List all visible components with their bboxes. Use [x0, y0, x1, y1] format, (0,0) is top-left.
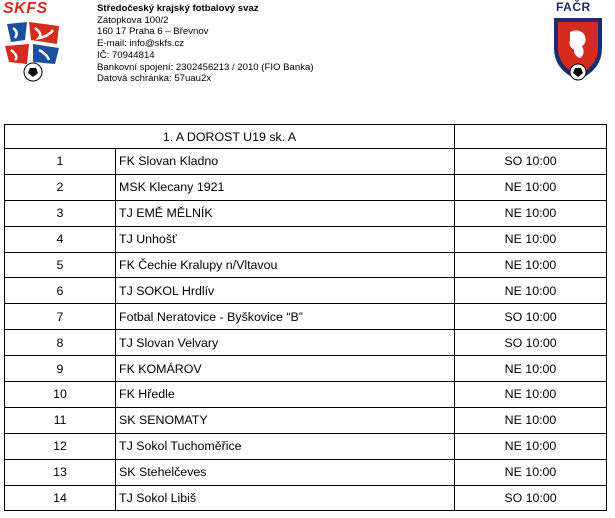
team-number: 11 — [5, 407, 116, 433]
address-street: Zátopkova 100/2 — [97, 14, 169, 26]
team-number: 10 — [5, 382, 116, 408]
organization-info — [97, 3, 314, 85]
match-time: NE 10:00 — [455, 382, 607, 408]
team-number: 4 — [5, 226, 116, 252]
table-row — [5, 149, 607, 175]
table-row — [5, 200, 607, 226]
table-row — [5, 485, 607, 511]
team-number: 6 — [5, 278, 116, 304]
data-box: Datová schránka: 57uau2x — [97, 73, 212, 85]
table-row — [5, 382, 607, 408]
facr-logo-text: FAČR — [556, 0, 591, 14]
match-time: SO 10:00 — [455, 330, 607, 356]
table-row — [5, 304, 607, 330]
team-number: 13 — [5, 459, 116, 485]
team-name: SK SENOMATY — [116, 407, 455, 433]
team-number: 1 — [5, 149, 116, 175]
team-number: 5 — [5, 252, 116, 278]
table-row — [5, 174, 607, 200]
table-row — [5, 407, 607, 433]
team-number: 9 — [5, 356, 116, 382]
team-name: TJ Sokol Tuchoměřice — [116, 433, 455, 459]
team-number: 7 — [5, 304, 116, 330]
facr-logo — [548, 0, 608, 84]
team-name: Fotbal Neratovice - Byškovice “B” — [116, 304, 455, 330]
team-name: FK KOMÁROV — [116, 356, 455, 382]
skfs-logo-text: SKFS — [3, 0, 48, 17]
match-time: NE 10:00 — [455, 356, 607, 382]
table-row — [5, 278, 607, 304]
team-name: TJ Unhošť — [116, 226, 455, 252]
skfs-emblem-icon — [3, 18, 63, 82]
table-row — [5, 459, 607, 485]
team-number: 3 — [5, 200, 116, 226]
team-name: FK Slovan Kladno — [116, 149, 455, 175]
match-time: NE 10:00 — [455, 226, 607, 252]
team-name: TJ Sokol Libiš — [116, 485, 455, 511]
facr-shield-icon — [550, 14, 606, 84]
match-time: NE 10:00 — [455, 174, 607, 200]
team-name: MSK Klecany 1921 — [116, 174, 455, 200]
match-time: SO 10:00 — [455, 485, 607, 511]
team-name: SK Stehelčeves — [116, 459, 455, 485]
team-number: 2 — [5, 174, 116, 200]
email: E-mail: info@skfs.cz — [97, 38, 185, 50]
address-city: 160 17 Praha 6 – Břevnov — [97, 26, 209, 38]
match-time: SO 10:00 — [455, 304, 607, 330]
team-name: FK Čechie Kralupy n/Vltavou — [116, 252, 455, 278]
team-number: 8 — [5, 330, 116, 356]
match-time: NE 10:00 — [455, 278, 607, 304]
match-time: NE 10:00 — [455, 433, 607, 459]
match-time: NE 10:00 — [455, 459, 607, 485]
organization-name: Středočeský krajský fotbalový svaz — [97, 3, 259, 14]
match-time: SO 10:00 — [455, 149, 607, 175]
table-row — [5, 330, 607, 356]
team-name: TJ EMĚ MĚLNÍK — [116, 200, 455, 226]
match-time: NE 10:00 — [455, 252, 607, 278]
table-row — [5, 252, 607, 278]
table-row — [5, 356, 607, 382]
table-row — [5, 433, 607, 459]
team-number: 14 — [5, 485, 116, 511]
bank-account: Bankovní spojení: 2302456213 / 2010 (FIO Banka) — [97, 61, 314, 73]
table-title: 1. A DOROST U19 sk. A — [5, 125, 455, 149]
match-time: NE 10:00 — [455, 407, 607, 433]
team-number: 12 — [5, 433, 116, 459]
team-name: FK Hředle — [116, 382, 455, 408]
table-row — [5, 226, 607, 252]
company-id: IČ: 70944814 — [97, 49, 155, 61]
team-name: TJ Slovan Velvary — [116, 330, 455, 356]
fixtures-table — [4, 124, 607, 511]
table-header-row — [5, 125, 607, 149]
skfs-logo — [3, 0, 67, 84]
team-name: TJ SOKOL Hrdlív — [116, 278, 455, 304]
match-time: NE 10:00 — [455, 200, 607, 226]
table-header-empty — [455, 125, 607, 149]
